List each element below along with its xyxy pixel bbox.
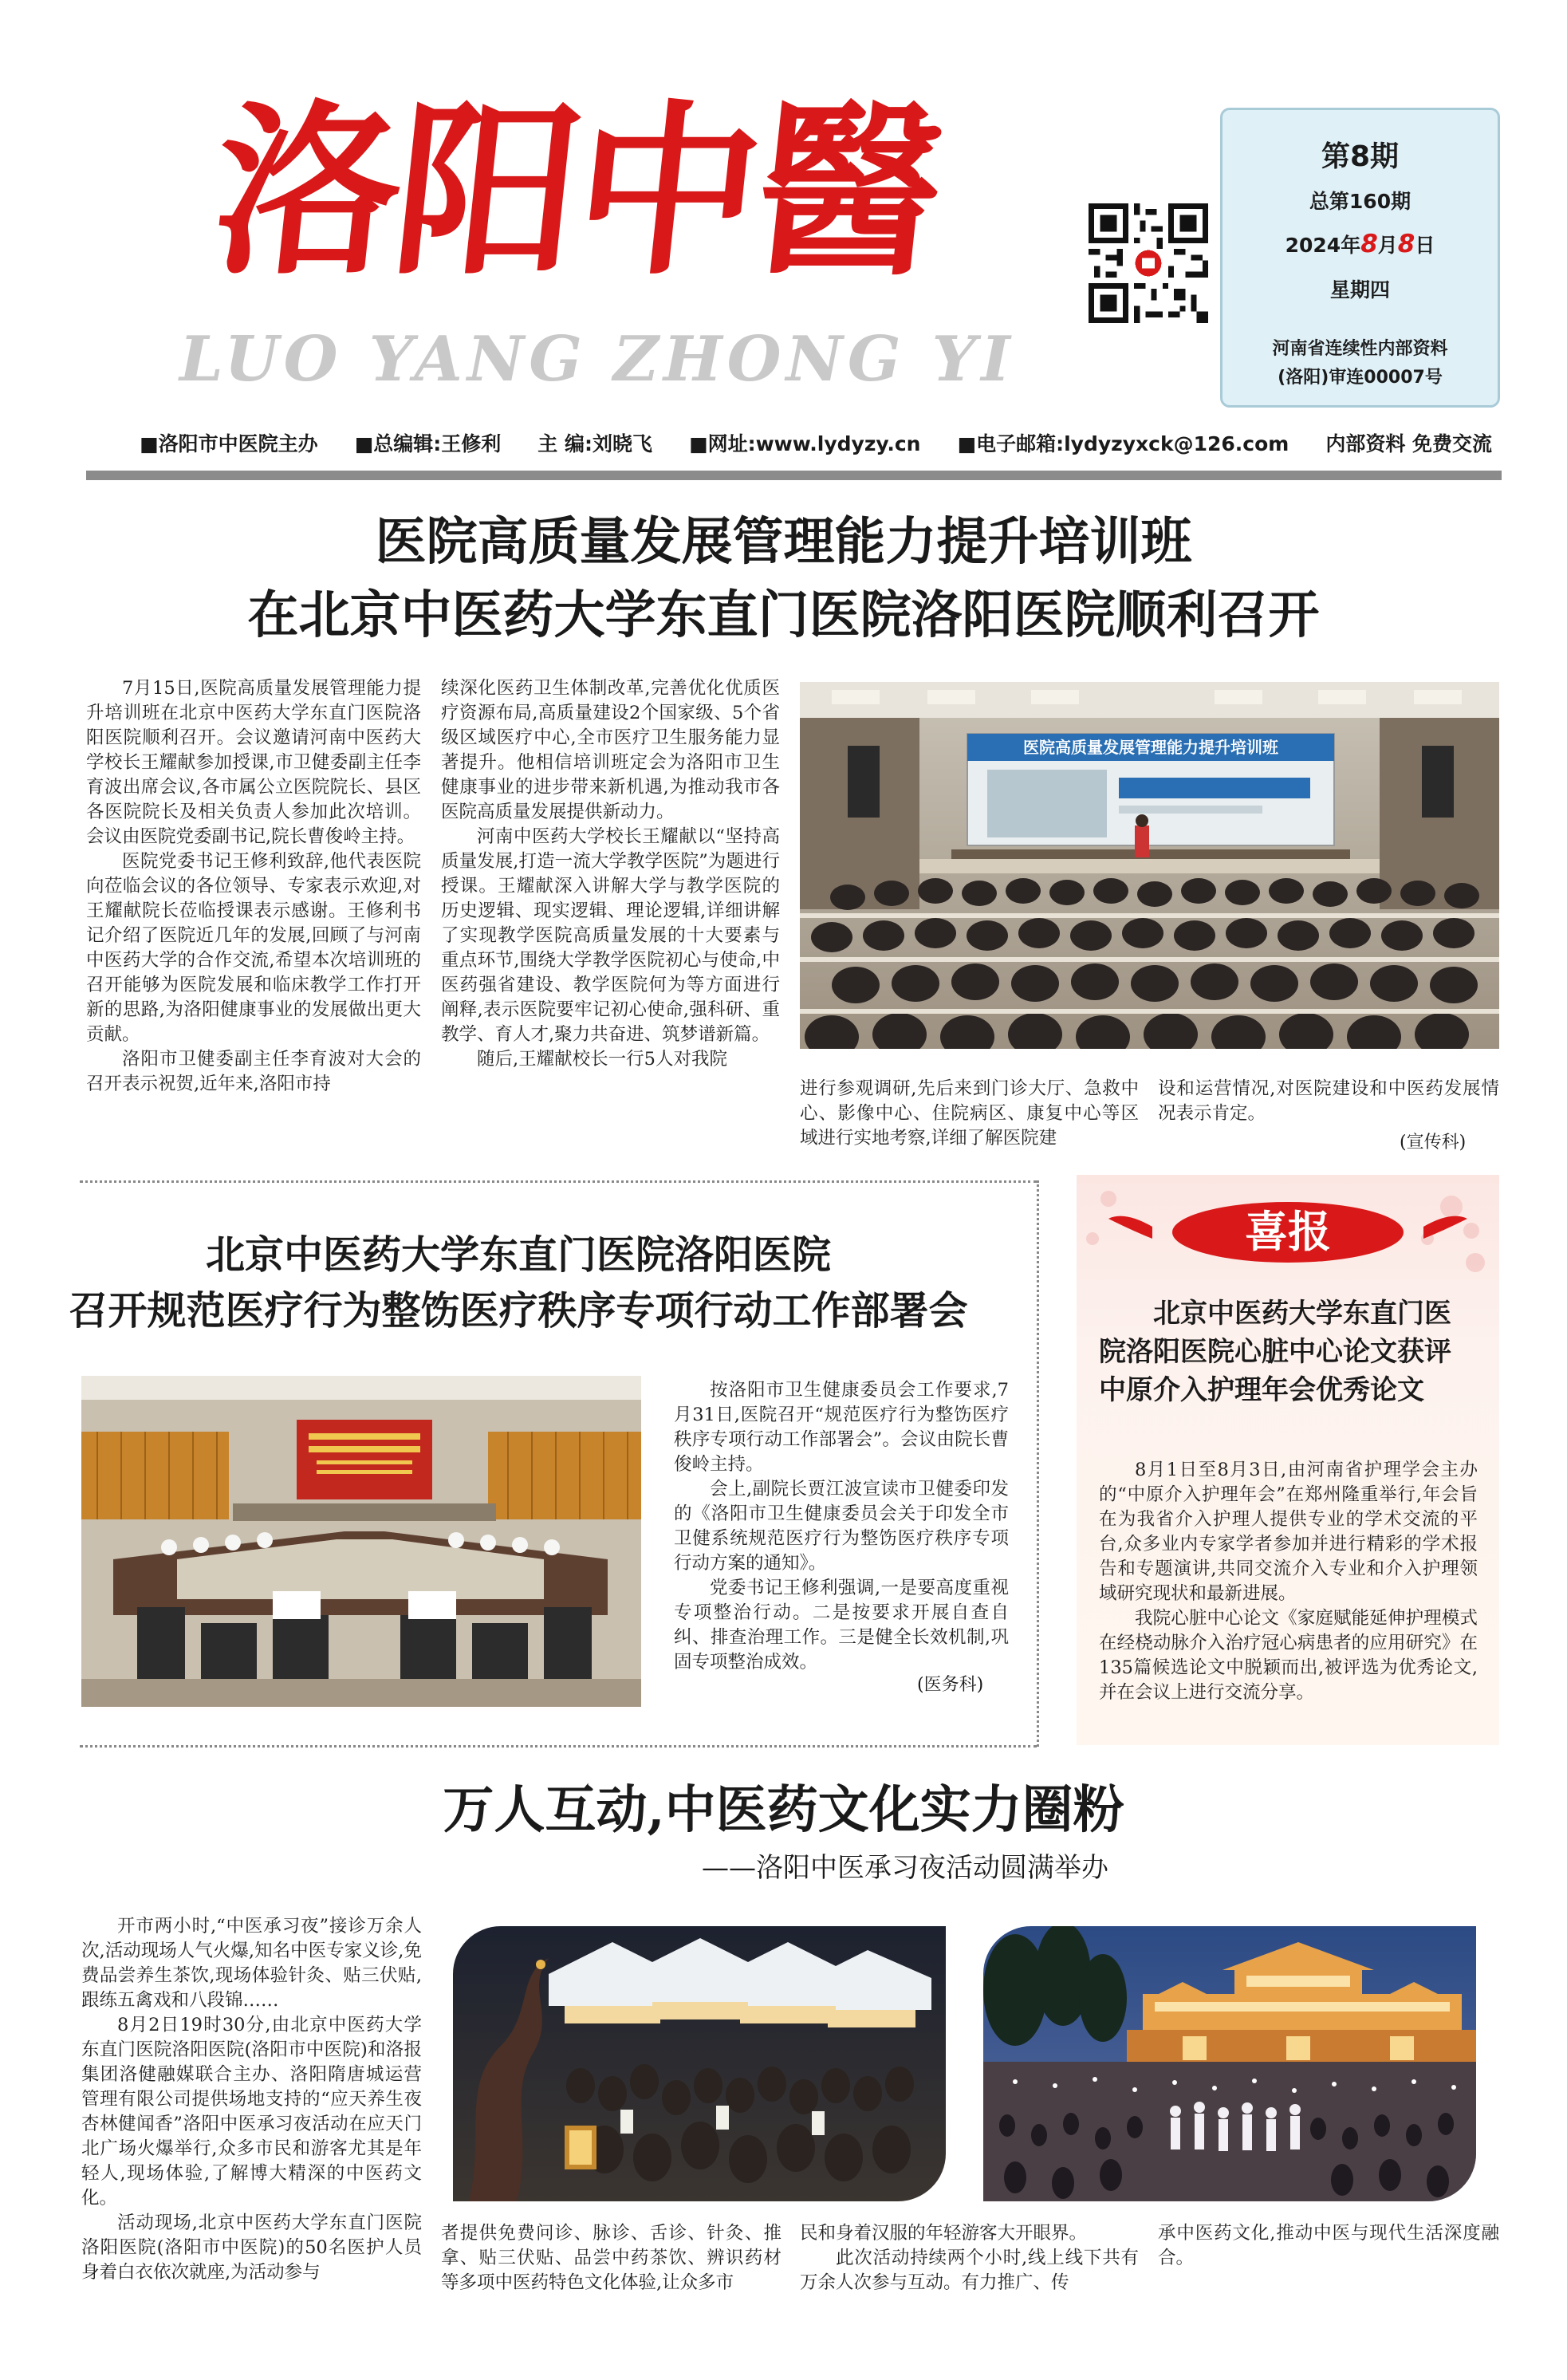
article1-paragraph: 随后,王耀献校长一行5人对我院 xyxy=(477,1049,727,1070)
projection-screen-title: 医院高质量发展管理能力提升培训班 xyxy=(1023,738,1278,757)
article2-paragraph: 党委书记王修利强调,一是要高度重视专项整治行动。二是按要求开展自查自纠、排查治理工作。三是健全长效机制,巩固专项整治成效。 xyxy=(674,1578,1009,1673)
article4-paragraph: 开市两小时,“中医承习夜”接诊万余人次,活动现场人气火爆,知名中医专家义诊,免费品尝养生茶饮,现场体验针灸、贴三伏贴,跟练五禽戏和八段锦…… xyxy=(81,1916,422,2011)
date-suffix: 日 xyxy=(1415,234,1435,257)
article1-paragraph: 设和运营情况,对医院建设和中医药发展情况表示肯定。 xyxy=(1158,1078,1499,1124)
article4-column-3 xyxy=(800,2221,1139,2295)
article4-paragraph: 8月2日19时30分,由北京中医药大学东直门医院洛阳医院(洛阳市中医院)和洛报集团洛健融媒联合主办、洛阳隋唐城运营管理有限公司提供场地支持的“应天养生夜 杏林健闻香”洛阳中医承习夜活动在应天门北广场火爆举行,众多市民和游客尤其是年轻人,现场体验,了解博大精深的中医药文化。 xyxy=(81,2015,422,2209)
weekday: 星期四 xyxy=(1329,278,1390,301)
total-issue: 总第160期 xyxy=(1309,190,1411,213)
article1-column-1 xyxy=(86,676,421,1097)
good-news-paragraph: 8月1日至8月3日,由河南省护理学会主办的“中原介入护理年会”在郑州隆重举行,年会旨在为我省介入护理人提供专业的学术交流的平台,众多业内专家学者参加并进行精彩的学术报告和专题演讲,共同交流介入专业和介入护理领域研究现状和最新进展。 xyxy=(1099,1460,1478,1604)
training-hall-photo xyxy=(800,682,1499,1049)
article1-paragraph: 河南中医药大学校长王耀献以“坚持高质量发展,打造一流大学教学医院”为题进行授课。王耀献深入讲解大学与教学医院的历史逻辑、现实逻辑、理论逻辑,详细讲解了实现教学医院高质量发展的十大要素与重点环节,围绕大学教学医院初心与使命,中医药强省建设、教学医院何为等方面进行阐释,表示医院要牢记初心使命,强科研、重教学、育人才,聚力共奋进、筑梦谱新篇。 xyxy=(441,826,780,1045)
article2-headline-2: 召开规范医疗行为整饬医疗秩序专项行动工作部署会 xyxy=(69,1287,968,1334)
article2-body xyxy=(674,1378,1009,1675)
good-news-paragraph: 我院心脏中心论文《家庭赋能延伸护理模式在经桡动脉介入治疗冠心病患者的应用研究》在135篇候选论文中脱颖而出,被评选为优秀论文,并在会议上进行交流分享。 xyxy=(1099,1608,1478,1703)
article1-paragraph: 进行参观调研,先后来到门诊大厅、急救中心、影像中心、住院病区、康复中心等区域进行实地考察,详细了解医院建 xyxy=(800,1078,1139,1149)
article1-paragraph: 洛阳市卫健委副主任李育波对大会的召开表示祝贺,近年来,洛阳市持 xyxy=(86,1049,421,1094)
article4-subheadline: ——洛阳中医承习夜活动圆满举办 xyxy=(702,1852,1108,1884)
article1-paragraph: 医院党委书记王修利致辞,他代表医院向莅临会议的各位领导、专家表示欢迎,对王耀献院长莅临授课表示感谢。王修利书记介绍了医院近几年的发展,回顾了与河南中医药大学的合作交流,希望本次培训班的召开能够为医院发展和临床教学工作打开新的思路,为洛阳健康事业的发展做出更大贡献。 xyxy=(86,851,421,1045)
article4-paragraph: 承中医药文化,推动中医与现代生活深度融合。 xyxy=(1158,2223,1499,2268)
article1-column-2 xyxy=(441,676,780,1072)
publication-info-bar xyxy=(140,428,1492,457)
night-market-photo xyxy=(453,1926,946,2201)
good-news-body xyxy=(1099,1458,1478,1705)
good-news-banner xyxy=(1077,1175,1499,1302)
article4-column-4 xyxy=(1158,2221,1499,2271)
date-month: 8 xyxy=(1360,230,1378,258)
yingtian-gate-photo xyxy=(983,1926,1476,2201)
article1-credit: (宣传科) xyxy=(1400,1133,1467,1153)
article4-top-divider xyxy=(80,1745,1037,1748)
sponsor: ■洛阳市中医院主办 xyxy=(140,432,318,455)
article1-paragraph: 续深化医药卫生体制改革,完善优化优质医疗资源布局,高质量建设2个国家级、5个省级区域医疗中心,全市医疗卫生服务能力显著提升。他相信培训班定会为洛阳市卫生健康事业的进步带来新机遇,为推动我市各医院高质量发展提供新动力。 xyxy=(441,678,780,822)
article2-credit: (医务科) xyxy=(917,1675,984,1695)
article2-paragraph: 按洛阳市卫生健康委员会工作要求,7月31日,医院召开“规范医疗行为整饬医疗秩序专项行动工作部署会”。会议由院长曹俊岭主持。 xyxy=(674,1380,1009,1475)
meeting-room-photo xyxy=(81,1376,641,1707)
article1-headline-1: 医院高质量发展管理能力提升培训班 xyxy=(375,512,1192,572)
editor: 主 编:刘晓飞 xyxy=(537,432,652,455)
article1-headline-2: 在北京中医药大学东直门医院洛阳医院顺利召开 xyxy=(247,585,1320,645)
date-prefix: 2024年 xyxy=(1285,234,1361,257)
qr-code xyxy=(1089,203,1208,323)
website: ■网址:www.lydyzy.cn xyxy=(688,432,921,455)
article4-paragraph: 民和身着汉服的年轻游客大开眼界。 xyxy=(800,2223,1088,2244)
email: ■电子邮箱:lydyzyxck@126.com xyxy=(957,432,1289,455)
date-day: 8 xyxy=(1397,230,1415,258)
article4-column-2 xyxy=(441,2221,782,2295)
article2-headline-1: 北京中医药大学东直门医院洛阳医院 xyxy=(205,1231,831,1278)
article2-side-divider xyxy=(1037,1180,1039,1747)
article4-headline: 万人互动,中医药文化实力圈粉 xyxy=(443,1780,1124,1840)
masthead-title-pinyin: LUO YANG ZHONG YI xyxy=(179,323,1015,396)
masthead-rule xyxy=(86,471,1502,480)
issue-number: 第8期 xyxy=(1321,140,1400,173)
issue-info-box xyxy=(1220,108,1500,408)
article1-column-3 xyxy=(800,1077,1139,1151)
good-news-headline: 北京中医药大学东直门医院洛阳医院心脏中心论文获评中原介入护理年会优秀论文 xyxy=(1099,1298,1451,1406)
registration-line-1: 河南省连续性内部资料 xyxy=(1272,339,1448,359)
article4-paragraph: 活动现场,北京中医药大学东直门医院洛阳医院(洛阳市中医院)的50名医护人员身着白衣依次就座,为活动参与 xyxy=(81,2213,422,2283)
article4-column-1 xyxy=(81,1914,422,2285)
good-news-box xyxy=(1077,1175,1499,1745)
registration-line-2: (洛阳)审连00007号 xyxy=(1278,368,1443,388)
date-mid: 月 xyxy=(1377,234,1398,257)
article4-paragraph: 此次活动持续两个小时,线上线下共有万余人次参与互动。有力推广、传 xyxy=(800,2248,1139,2293)
article1-column-4 xyxy=(1158,1077,1499,1126)
article4-paragraph: 者提供免费问诊、脉诊、舌诊、针灸、推拿、贴三伏贴、品尝中药茶饮、辨识药材等多项中医药特色文化体验,让众多市 xyxy=(441,2223,782,2293)
masthead-title: 洛阳中醫 xyxy=(203,82,948,300)
article2-top-divider xyxy=(80,1180,1037,1183)
article1-paragraph: 7月15日,医院高质量发展管理能力提升培训班在北京中医药大学东直门医院洛阳医院顺利召开。会议邀请河南中医药大学校长王耀献参加授课,市卫健委副主任李育波出席会议,各市属公立医院院长、县区各医院院长及相关负责人参加此次培训。会议由医院党委副书记,院长曹俊岭主持。 xyxy=(86,678,421,847)
good-news-badge: 喜报 xyxy=(1245,1206,1331,1257)
article2-paragraph: 会上,副院长贾江波宣读市卫健委印发的《洛阳市卫生健康委员会关于印发全市卫健系统规范医疗行为整饬医疗秩序专项行动方案的通知》。 xyxy=(674,1479,1009,1574)
issue-date xyxy=(1222,230,1498,258)
distribution-note: 内部资料 免费交流 xyxy=(1325,432,1493,455)
chief-editor: ■总编辑:王修利 xyxy=(354,432,502,455)
